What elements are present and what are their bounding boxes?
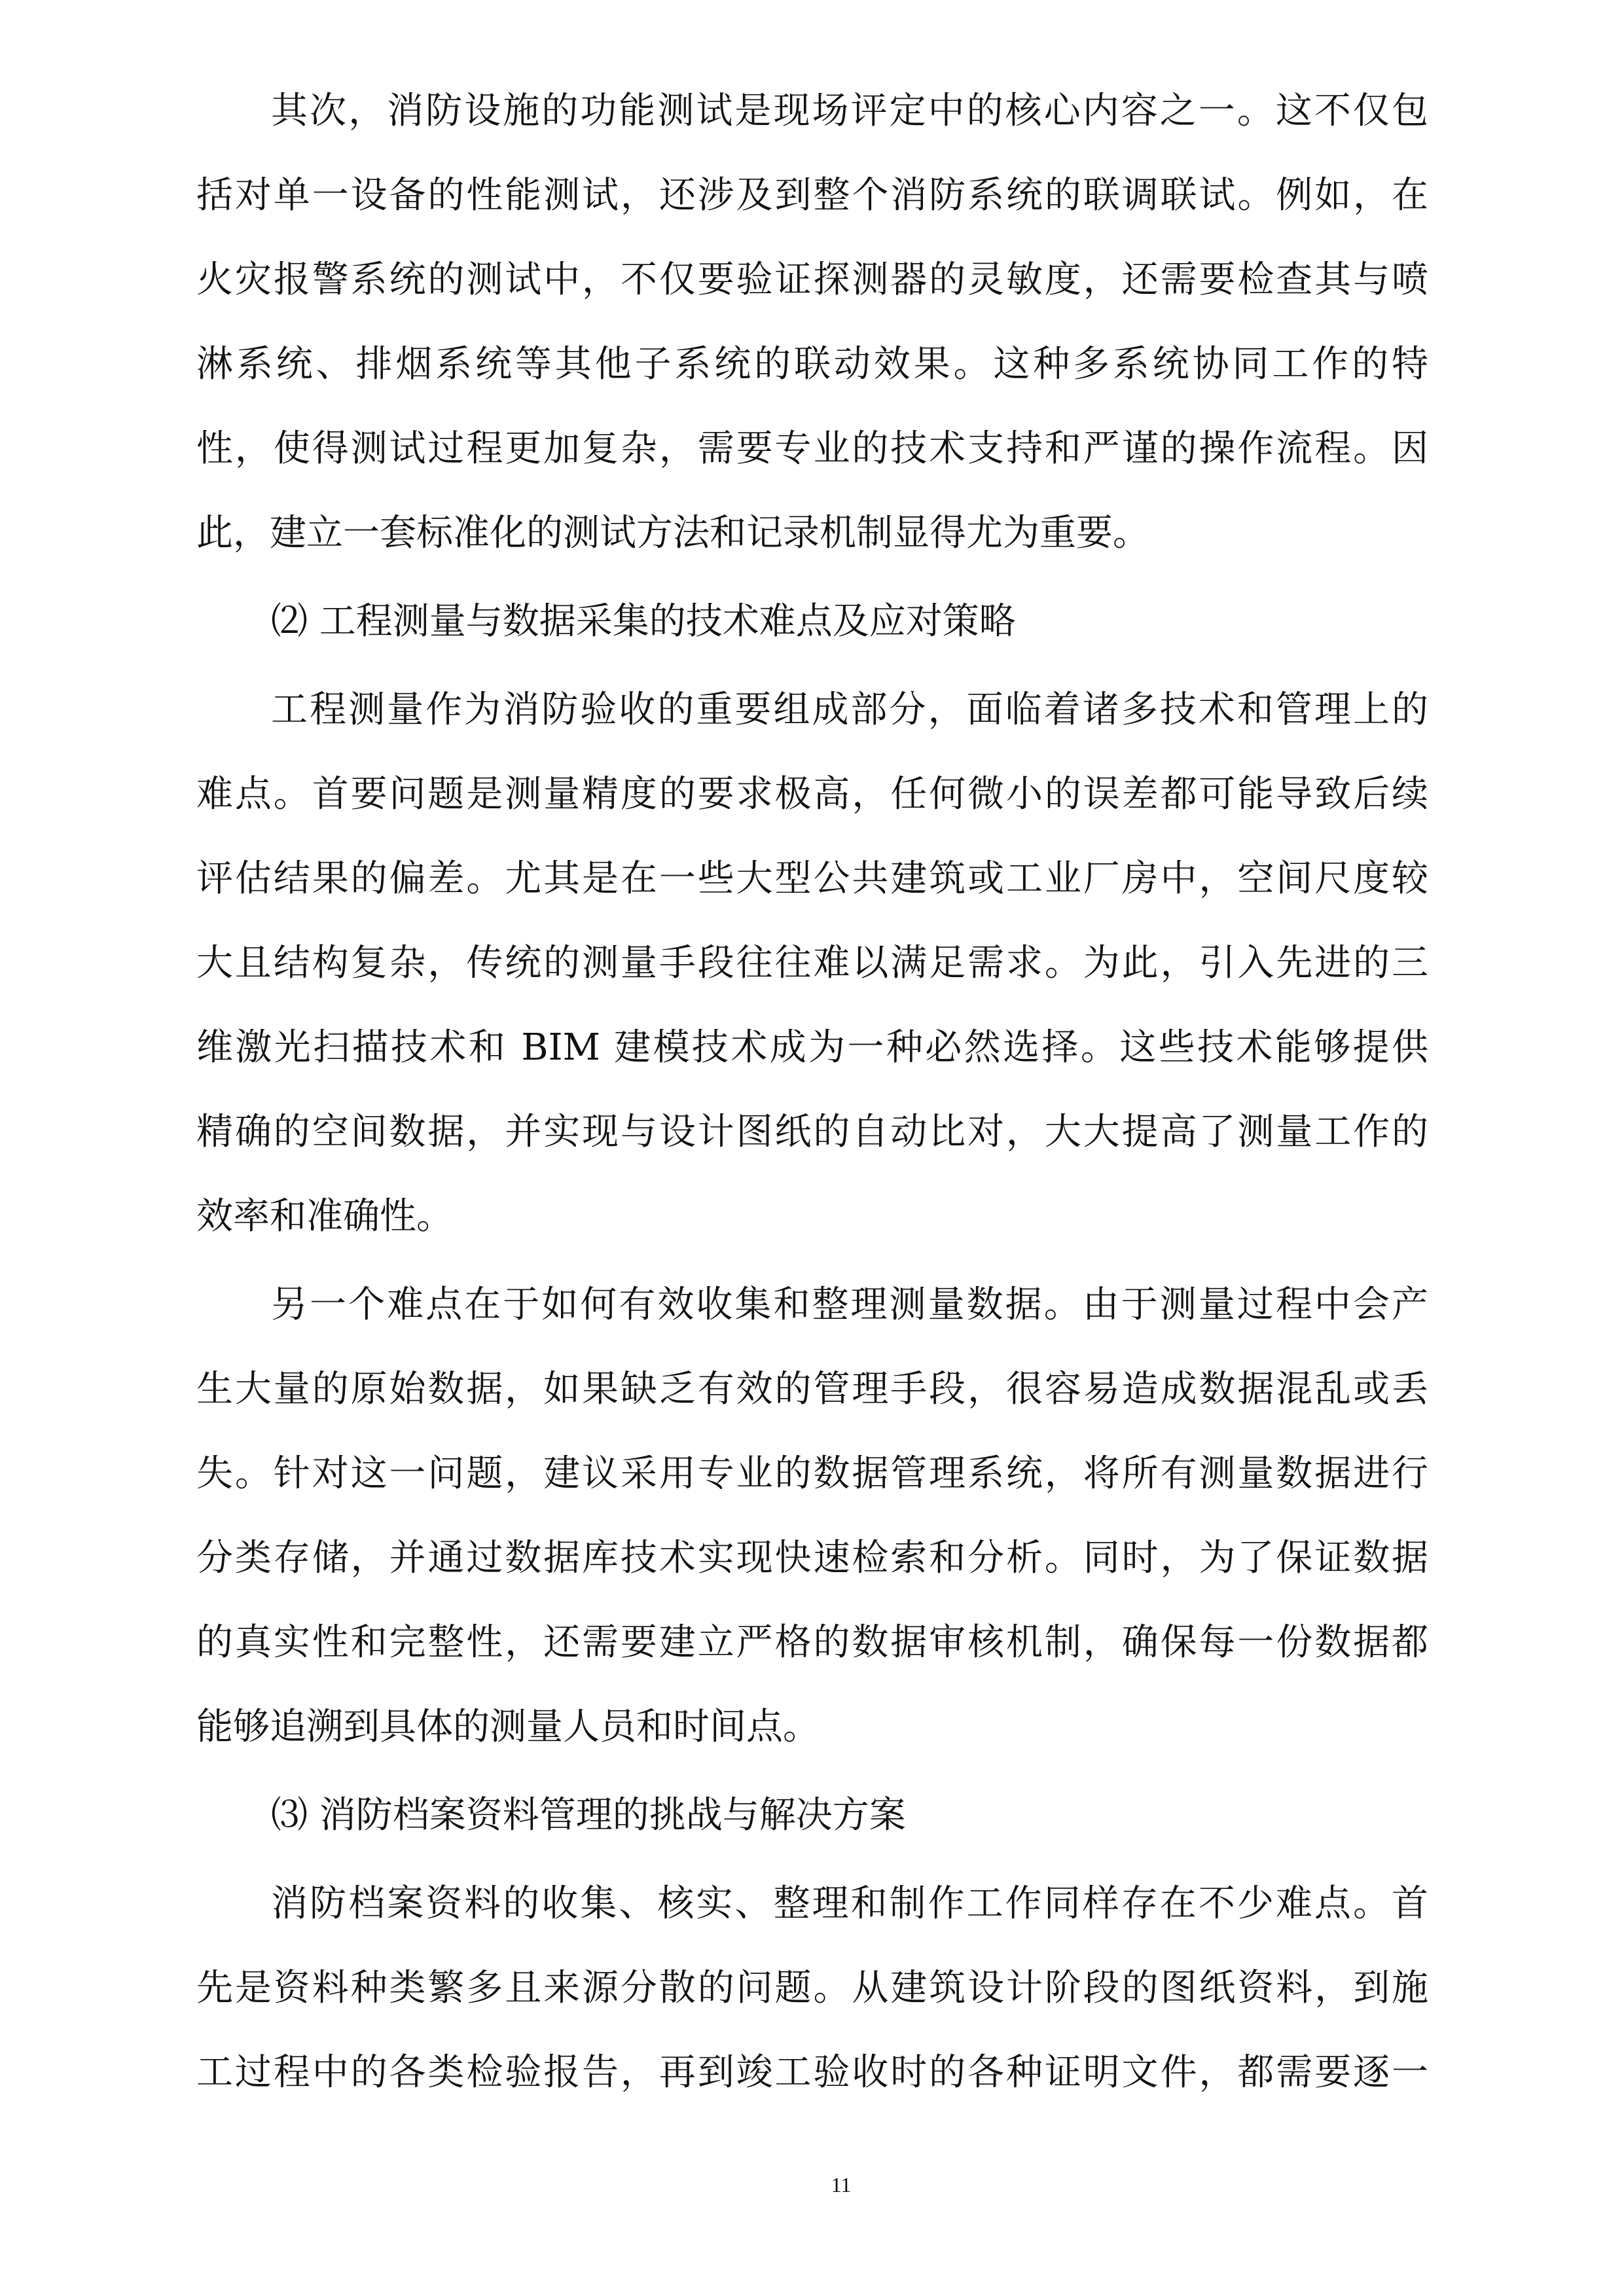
text-line: 淋系统、排烟系统等其他子系统的联动效果。这种多系统协同工作的特 [196, 343, 1428, 386]
text-line: 的真实性和完整性，还需要建立严格的数据审核机制，确保每一份数据都 [196, 1621, 1428, 1664]
paragraph [196, 69, 1428, 575]
document-body [196, 69, 1428, 2119]
text-line: ⑶ 消防档案资料管理的挑战与解决方案 [271, 1794, 906, 1837]
text-line: 另一个难点在于如何有效收集和整理测量数据。由于测量过程中会产 [271, 1283, 1428, 1326]
paragraph [196, 668, 1428, 1259]
text-line: 其次，消防设施的功能测试是现场评定中的核心内容之一。这不仅包 [271, 90, 1428, 132]
paragraph [196, 1263, 1428, 1769]
text-line: 火灾报警系统的测试中，不仅要验证探测器的灵敏度，还需要检查其与喷 [196, 259, 1428, 301]
paragraph [196, 1861, 1428, 2115]
text-line: 难点。首要问题是测量精度的要求极高，任何微小的误差都可能导致后续 [196, 773, 1428, 816]
section-heading [196, 579, 1428, 664]
text-line: 工过程中的各类检验报告，再到竣工验收时的各种证明文件，都需要逐一 [196, 2051, 1428, 2094]
text-line: 维激光扫描技术和 BIM 建模技术成为一种必然选择。这些技术能够提供 [196, 1026, 1428, 1069]
page-number: 11 [831, 2173, 852, 2197]
text-line: 能够追溯到具体的测量人员和时间点。 [196, 1706, 820, 1748]
text-line: 此，建立一套标准化的测试方法和记录机制显得尤为重要。 [196, 512, 1149, 554]
text-line: 生大量的原始数据，如果缺乏有效的管理手段，很容易造成数据混乱或丢 [196, 1368, 1428, 1410]
text-line: 失。针对这一问题，建议采用专业的数据管理系统，将所有测量数据进行 [196, 1452, 1428, 1495]
text-line: 效率和准确性。 [196, 1195, 453, 1238]
text-line: 大且结构复杂，传统的测量手段往往难以满足需求。为此，引入先进的三 [196, 942, 1428, 984]
text-line: 精确的空间数据，并实现与设计图纸的自动比对，大大提高了测量工作的 [196, 1111, 1428, 1153]
text-line: 评估结果的偏差。尤其是在一些大型公共建筑或工业厂房中，空间尺度较 [196, 857, 1428, 900]
text-line: 性，使得测试过程更加复杂，需要专业的技术支持和严谨的操作流程。因 [196, 427, 1428, 470]
text-line: 工程测量作为消防验收的重要组成部分，面临着诸多技术和管理上的 [271, 689, 1428, 731]
section-heading [196, 1773, 1428, 1857]
text-line: 括对单一设备的性能测试，还涉及到整个消防系统的联调联试。例如，在 [196, 174, 1428, 217]
text-line: 分类存储，并通过数据库技术实现快速检索和分析。同时，为了保证数据 [196, 1537, 1428, 1579]
text-line: ⑵ 工程测量与数据采集的技术难点及应对策略 [271, 600, 1016, 643]
text-line: 消防档案资料的收集、核实、整理和制作工作同样存在不少难点。首 [271, 1882, 1428, 1925]
text-line: 先是资料种类繁多且来源分散的问题。从建筑设计阶段的图纸资料，到施 [196, 1967, 1428, 2009]
